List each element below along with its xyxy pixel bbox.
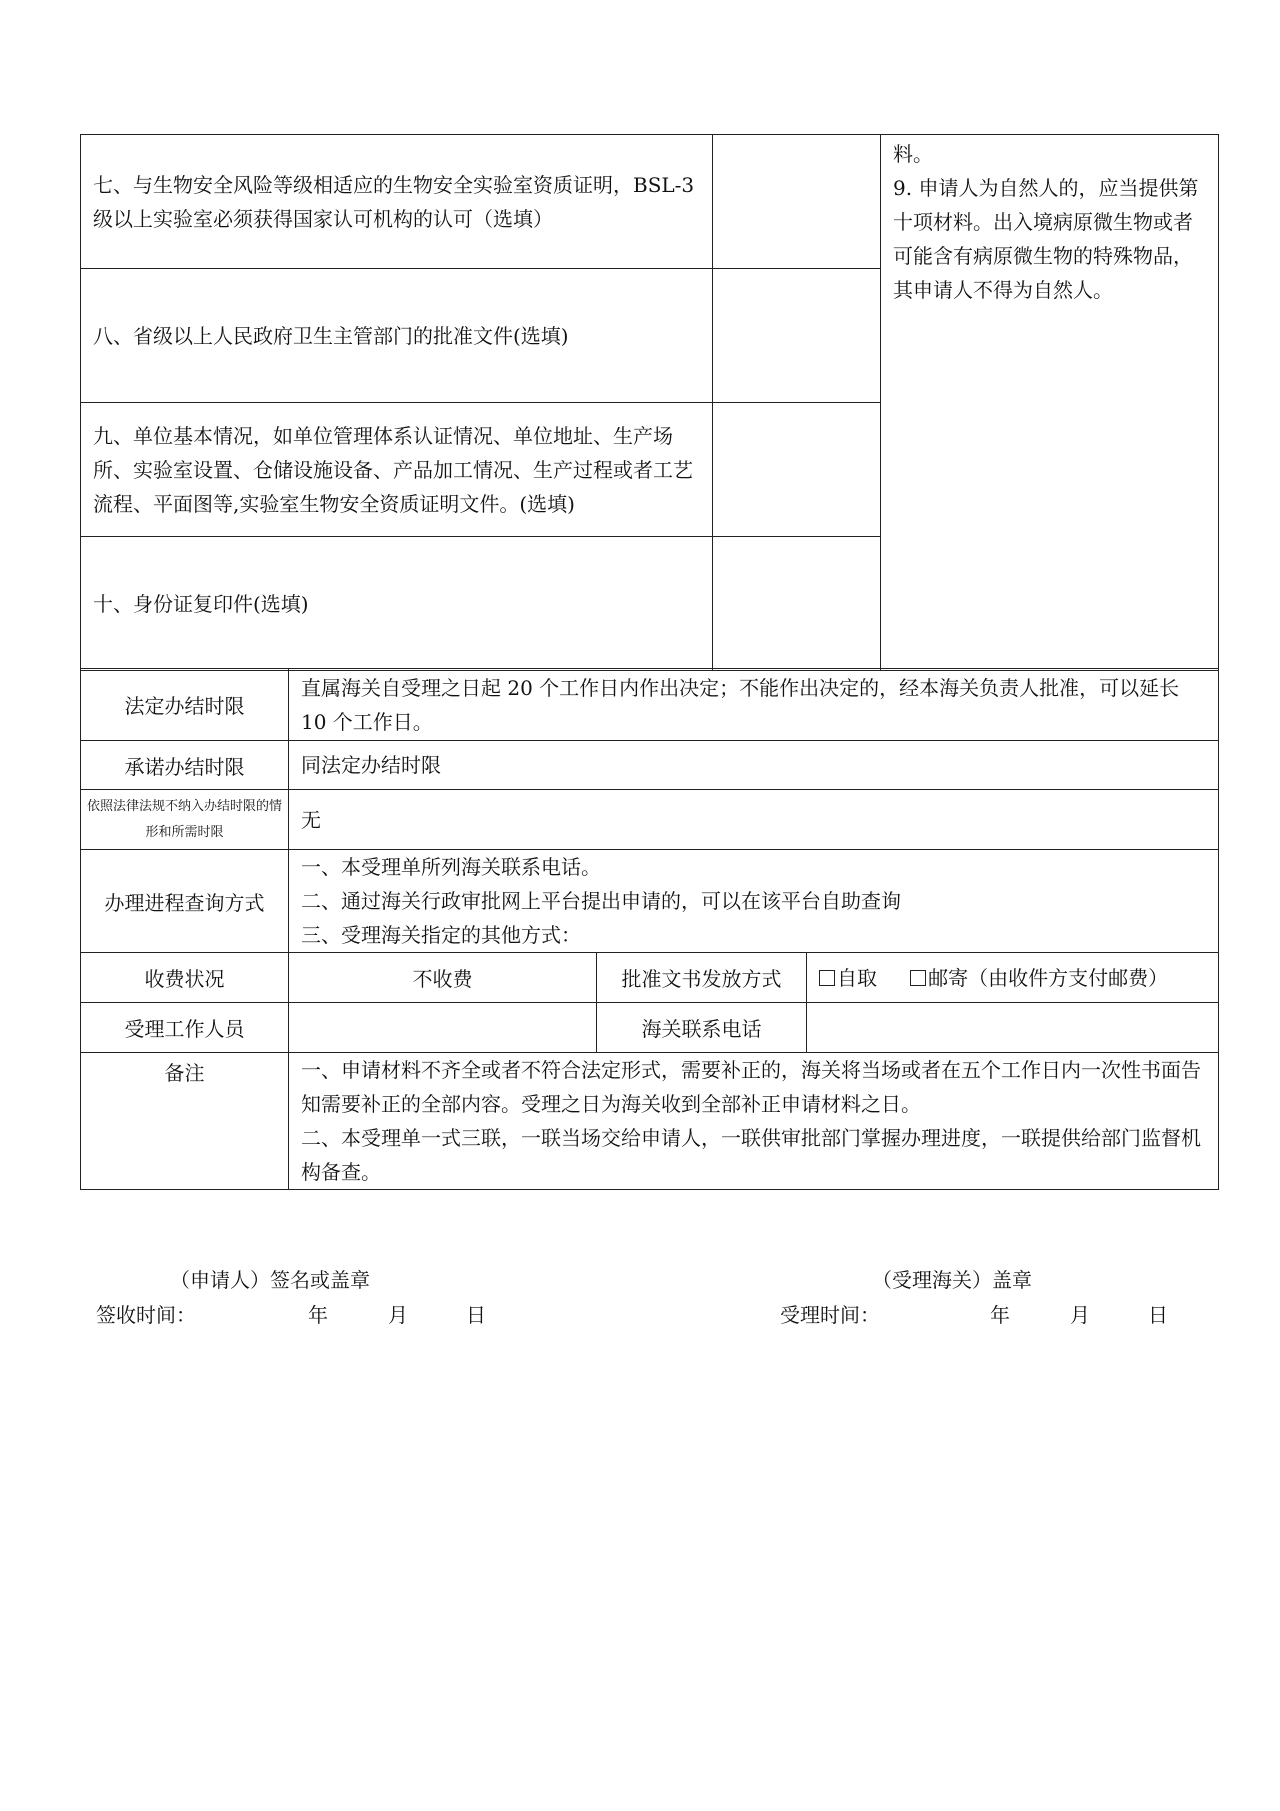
- accept-day-label: 日: [1148, 1303, 1168, 1327]
- customs-phone-value: [807, 1003, 1219, 1053]
- option-mail-label: 邮寄（由收件方支付邮费）: [928, 965, 1169, 990]
- materials-table: [80, 134, 1219, 671]
- material-item-10-text: 十、身份证复印件(选填): [93, 591, 309, 616]
- legal-limit-text: 直属海关自受理之日起 20 个工作日内作出决定；不能作出决定的，经本海关负责人批准，可以延长 10 个工作日。: [301, 675, 1180, 734]
- remarks-line-2: 二、本受理单一式三联，一联当场交给申请人，一联供审批部门掌握办理进度，一联提供给部门监督机构备查。: [301, 1126, 1201, 1184]
- issue-method-options: [807, 953, 1219, 1003]
- progress-query-line-2: 二、通过海关行政审批网上平台提出申请的，可以在该平台自助查询: [301, 889, 901, 913]
- material-item-7-text: 七、与生物安全风险等级相适应的生物安全实验室资质证明，BSL-3 级以上实验室必须获得国家认可机构的认可（选填）: [93, 172, 695, 231]
- legal-limit-value: [289, 669, 1219, 741]
- accept-time-label: 受理时间：: [780, 1303, 880, 1327]
- promise-limit-label: 承诺办结时限: [81, 741, 289, 790]
- material-item-9: [81, 403, 713, 537]
- progress-query-line-1: 一、本受理单所列海关联系电话。: [301, 855, 601, 879]
- option-self-pickup[interactable]: [819, 966, 877, 990]
- material-item-8-check: [713, 269, 881, 403]
- material-item-8-text: 八、省级以上人民政府卫生主管部门的批准文件(选填): [93, 323, 569, 348]
- checkbox-mail[interactable]: [910, 970, 926, 986]
- fee-status-label: 收费状况: [81, 953, 289, 1003]
- issue-method-label: 批准文书发放方式: [597, 953, 807, 1003]
- option-self-pickup-label: 自取: [837, 965, 877, 990]
- sign-month-label: 月: [388, 1303, 408, 1327]
- progress-query-label: 办理进程查询方式: [81, 850, 289, 953]
- promise-limit-text: 同法定办结时限: [301, 753, 441, 777]
- customs-phone-label: 海关联系电话: [597, 1003, 807, 1053]
- sign-time-label: 签收时间：: [96, 1303, 196, 1327]
- material-item-10-check: [713, 537, 881, 671]
- material-item-7-check: [713, 135, 881, 269]
- staff-value: [289, 1003, 597, 1053]
- option-mail[interactable]: [910, 966, 1168, 990]
- sign-day-label: 日: [466, 1303, 486, 1327]
- material-item-9-check: [713, 403, 881, 537]
- info-table: [80, 668, 1219, 1190]
- material-item-10: [81, 537, 713, 671]
- staff-label: 受理工作人员: [81, 1003, 289, 1053]
- excluded-limit-label: [81, 790, 289, 850]
- material-note-line-2: 9. 申请人为自然人的，应当提供第十项材料。出入境病原微生物或者可能含有病原微生物的特殊物品，其申请人不得为自然人。: [893, 176, 1199, 302]
- remarks-label: 备注: [81, 1053, 289, 1190]
- legal-limit-label: 法定办结时限: [81, 669, 289, 741]
- remarks-line-1: 一、申请材料不齐全或者不符合法定形式，需要补正的，海关将当场或者在五个工作日内一次性书面告知需要补正的全部内容。受理之日为海关收到全部补正申请材料之日。: [301, 1058, 1201, 1116]
- progress-query-value: [289, 850, 1219, 953]
- checkbox-self-pickup[interactable]: [819, 970, 835, 986]
- material-notes: [881, 135, 1219, 671]
- accept-year-label: 年: [990, 1303, 1010, 1327]
- accept-month-label: 月: [1070, 1303, 1090, 1327]
- excluded-limit-value: [289, 790, 1219, 850]
- excluded-limit-label-text: 依照法律法规不纳入办结时限的情形和所需时限: [87, 798, 283, 840]
- sign-year-label: 年: [308, 1303, 328, 1327]
- progress-query-line-3: 三、受理海关指定的其他方式：: [301, 923, 581, 947]
- material-item-7: [81, 135, 713, 269]
- customs-seal-label: （受理海关）盖章: [872, 1268, 1032, 1292]
- excluded-limit-text: 无: [301, 807, 321, 832]
- remarks-value: [289, 1053, 1219, 1190]
- material-item-9-text: 九、单位基本情况，如单位管理体系认证情况、单位地址、生产场所、实验室设置、仓储设施设备、产品加工情况、生产过程或者工艺流程、平面图等,实验室生物安全资质证明文件。(选填): [93, 423, 693, 516]
- material-item-8: [81, 269, 713, 403]
- applicant-signature-label: （申请人）签名或盖章: [170, 1268, 370, 1292]
- material-note-line-1: 料。: [893, 142, 933, 166]
- fee-status-value: 不收费: [289, 953, 597, 1003]
- promise-limit-value: [289, 741, 1219, 790]
